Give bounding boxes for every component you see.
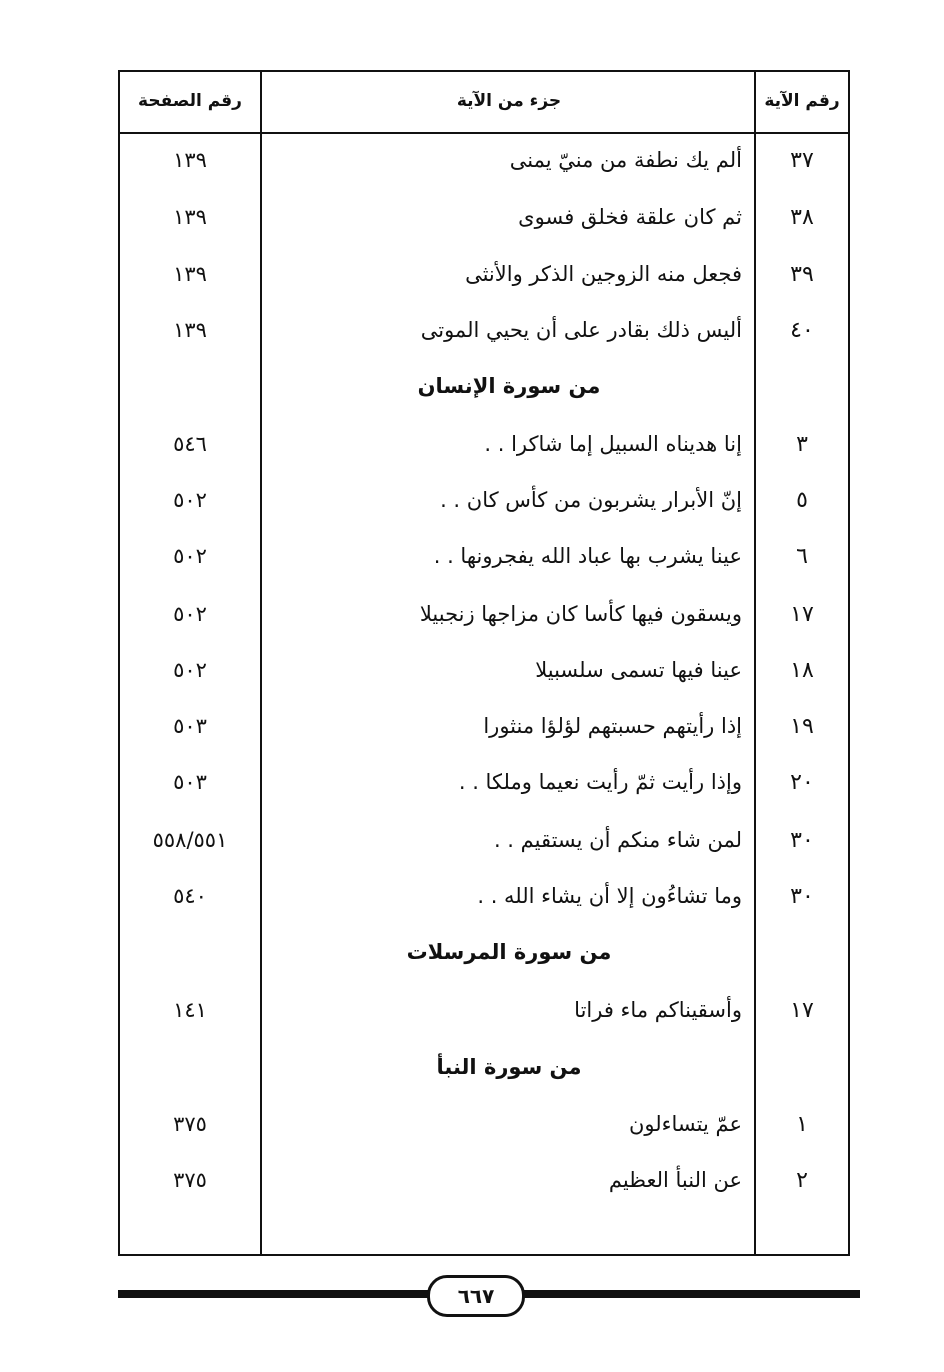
page-reference: ٥٥٨/٥٥١ [152, 828, 228, 852]
page-reference: ٥٠٣ [173, 714, 207, 738]
ayah-number: ٣٧ [790, 148, 814, 173]
surah-heading: من سورة النبأ [436, 1055, 582, 1079]
ayah-text: عن النبأ العظيم [608, 1168, 742, 1192]
page-reference: ٥٠٢ [173, 544, 207, 568]
ayah-number: ٢٠ [790, 770, 814, 795]
page-reference: ٣٧٥ [173, 1168, 207, 1192]
ayah-number: ١٩ [790, 714, 814, 739]
page-reference: ١٤١ [173, 998, 207, 1022]
table-row [120, 488, 848, 528]
table-row [120, 544, 848, 584]
page-reference: ٥٠٢ [173, 658, 207, 682]
page-number: ٦٦٧ [427, 1275, 525, 1317]
table-row [120, 148, 848, 188]
page-reference: ٣٧٥ [173, 1112, 207, 1136]
table-row [120, 828, 848, 868]
page-reference: ١٣٩ [173, 318, 207, 342]
ayah-text: ويسقون فيها كأسا كان مزاجها زنجبيلا [419, 602, 742, 626]
ayah-text: وأسقيناكم ماء فراتا [574, 998, 742, 1022]
table-row [120, 998, 848, 1038]
table-row [120, 205, 848, 245]
ayah-text: عينا يشرب بها عباد الله يفجرونها . . [433, 544, 742, 568]
ayah-number: ٤٠ [790, 318, 814, 343]
ayah-number: ١٧ [790, 602, 814, 627]
page-reference: ١٣٩ [173, 262, 207, 286]
ayah-text: إذا رأيتهم حسبتهم لؤلؤا منثورا [483, 714, 742, 738]
ayah-text: عينا فيها تسمى سلسبيلا [535, 658, 742, 682]
table-row [120, 318, 848, 358]
ayah-number: ٣٠ [790, 884, 814, 909]
ayah-text: فجعل منه الزوجين الذكر والأنثى [465, 262, 742, 286]
table-row [120, 770, 848, 810]
table-row [120, 658, 848, 698]
surah-heading-row [120, 1055, 848, 1095]
ayah-number: ١٧ [790, 998, 814, 1023]
table-row [120, 1112, 848, 1152]
ayah-text: لمن شاء منكم أن يستقيم . . [493, 828, 742, 852]
ayah-text: إنا هديناه السبيل إما شاكرا . . [484, 432, 742, 456]
ayah-text: أليس ذلك بقادر على أن يحيي الموتى [420, 318, 742, 342]
surah-heading-row [120, 374, 848, 414]
ayah-number: ٦ [796, 544, 808, 569]
ayah-number: ٥ [796, 488, 808, 513]
ayah-number: ٢ [796, 1168, 808, 1193]
ayah-number: ٣٩ [790, 262, 814, 287]
surah-heading: من سورة الإنسان [417, 374, 601, 398]
page-reference: ٥٠٣ [173, 770, 207, 794]
index-table [118, 70, 850, 1256]
surah-heading-row [120, 940, 848, 980]
page-reference: ٥٤٦ [173, 432, 207, 456]
ayah-text: إنّ الأبرار يشربون من كأس كان . . [440, 488, 742, 512]
page-reference: ٥٠٢ [173, 602, 207, 626]
table-row [120, 1168, 848, 1208]
ayah-text: وما تشاءُون إلا أن يشاء الله . . [477, 884, 742, 908]
page-reference: ٥٤٠ [173, 884, 207, 908]
header-ayah-part: جزء من الآية [456, 91, 562, 111]
table-header [120, 72, 848, 134]
ayah-text: ثم كان علقة فخلق فسوى [518, 205, 742, 229]
page-reference: ١٣٩ [173, 148, 207, 172]
ayah-number: ٣٠ [790, 828, 814, 853]
header-ayah-number: رقم الآية [764, 91, 840, 111]
ayah-number: ٣٨ [790, 205, 814, 230]
page-reference: ١٣٩ [173, 205, 207, 229]
table-row [120, 432, 848, 472]
page-reference: ٥٠٢ [173, 488, 207, 512]
table-row [120, 262, 848, 302]
ayah-number: ١٨ [790, 658, 814, 683]
ayah-text: ألم يك نطفة من منيّ يمنى [509, 148, 742, 172]
table-row [120, 714, 848, 754]
table-row [120, 884, 848, 924]
ayah-text: وإذا رأيت ثمّ رأيت نعيما وملكا . . [458, 770, 742, 794]
ayah-number: ٣ [796, 432, 808, 457]
table-row [120, 602, 848, 642]
surah-heading: من سورة المرسلات [406, 940, 612, 964]
header-page-number: رقم الصفحة [138, 91, 242, 111]
ayah-text: عمّ يتساءلون [628, 1112, 742, 1136]
ayah-number: ١ [796, 1112, 808, 1137]
